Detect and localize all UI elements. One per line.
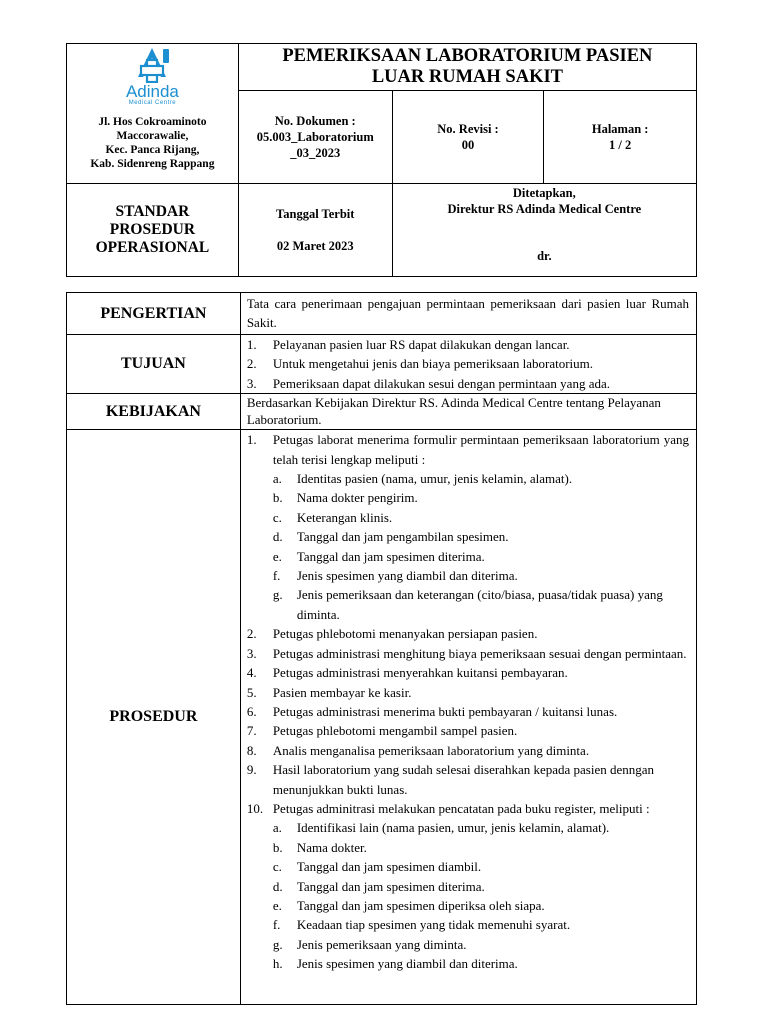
sub-list-item: b. Nama dokter pengirim.: [272, 490, 418, 506]
issue-date-value: 02 Maret 2023: [276, 239, 354, 253]
list-item: 9. Hasil laboratorium yang sudah selesai diserahkan kepada pasien denngan menunjukkan bukti lunas.: [246, 762, 655, 797]
pengertian-text: Tata cara penerimaan pengajuan permintaan pemeriksaan dari pasien luar Rumah Sakit.: [246, 296, 689, 331]
sub-list-item: g. Jenis pemeriksaan yang diminta.: [272, 936, 467, 952]
document-number-label: No. Dokumen :: [274, 114, 356, 128]
document-title: [238, 44, 696, 91]
revision-value: 00: [461, 138, 475, 152]
sop-label-line: OPERASIONAL: [95, 239, 210, 256]
list-item: 2. Petugas phlebotomi menanyakan persiapan pasien.: [246, 626, 538, 642]
sub-list-item-text: Jenis spesimen yang diambil dan diterima.: [296, 568, 518, 584]
sub-list-item: f. Keadaan tiap spesimen yang tidak memenuhi syarat.: [272, 917, 571, 933]
kebijakan-cell: [240, 394, 696, 430]
document-number-cell: [238, 91, 392, 184]
prosedur-row: [67, 430, 697, 1005]
page-label: Halaman :: [591, 122, 649, 136]
address-line: Kab. Sidenreng Rappang: [90, 158, 215, 170]
tujuan-label: TUJUAN: [67, 335, 241, 394]
logo-tagline: Medical Centre: [128, 100, 177, 106]
sub-list-item-text: Tanggal dan jam pengambilan spesimen.: [296, 529, 509, 545]
sop-content-table: [66, 292, 697, 1005]
prosedur-list: [247, 430, 689, 973]
pengertian-label: PENGERTIAN: [67, 293, 241, 335]
sub-list-item: c. Tanggal dan jam spesimen diambil.: [272, 859, 482, 875]
sub-list-item-text: Tanggal dan jam spesimen diterima.: [296, 878, 485, 894]
sub-list-item: a. Identifikasi lain (nama pasien, umur, jenis kelamin, alamat).: [272, 820, 610, 836]
tujuan-list: [247, 335, 689, 393]
hospital-logo: [67, 44, 238, 107]
list-item: 6. Petugas administrasi menerima bukti pembayaran / kuitansi lunas.: [246, 703, 618, 719]
document-title-text: PEMERIKSAAN LABORATORIUM PASIEN LUAR RUMAH SAKIT: [282, 46, 653, 87]
hospital-address: [67, 113, 238, 171]
list-item-text: Analis menganalisa pemeriksaan laboratorium yang diminta.: [272, 742, 590, 758]
approval-by: Direktur RS Adinda Medical Centre: [447, 202, 642, 216]
list-item-text: Untuk mengetahui jenis dan biaya pemeriksaan laboratorium.: [272, 356, 594, 372]
sub-list-item-text: Identifikasi lain (nama pasien, umur, jenis kelamin, alamat).: [296, 820, 610, 836]
sub-list-item-text: Nama dokter.: [296, 839, 367, 855]
document-number-value-line: _03_2023: [290, 146, 341, 160]
list-item-text: Petugas phlebotomi mengambil sampel pasien.: [272, 723, 518, 739]
medical-cross-logo-icon: [129, 47, 175, 83]
list-item-text: Petugas laborat menerima formulir permintaan pemeriksaan laboratorium yang telah terisi lengkap meliputi :: [272, 432, 689, 467]
logo-wordmark: Adinda: [125, 82, 179, 101]
page-value: 1 / 2: [609, 138, 632, 152]
document-number-value-line: 05.003_Laboratorium: [256, 130, 374, 144]
tujuan-cell: [240, 335, 696, 394]
list-item-text: Pemeriksaan dapat dilakukan sesui dengan permintaan yang ada.: [272, 375, 610, 391]
revision-cell: [392, 91, 544, 184]
kebijakan-text: Berdasarkan Kebijakan Direktur RS. Adinda Medical Centre tentang Pelayanan Laboratorium.: [246, 395, 661, 428]
pengertian-cell: [240, 293, 696, 335]
list-item: 3. Pemeriksaan dapat dilakukan sesui dengan permintaan yang ada.: [246, 375, 610, 391]
sop-label-line: STANDAR: [115, 203, 190, 220]
sub-list-item: b. Nama dokter.: [272, 839, 367, 855]
sop-label-cell: [67, 184, 239, 277]
sub-list-item: a. Identitas pasien (nama, umur, jenis kelamin, alamat).: [272, 471, 573, 487]
hospital-identity-cell: [67, 44, 239, 184]
kebijakan-row: [67, 394, 697, 430]
prosedur-cell: [240, 430, 696, 1005]
sub-list-item-text: Tanggal dan jam spesimen diterima.: [296, 548, 485, 564]
sub-list-item-text: Jenis pemeriksaan yang diminta.: [296, 936, 467, 952]
sub-list-item: d. Tanggal dan jam pengambilan spesimen.: [272, 529, 509, 545]
sub-list-item: e. Tanggal dan jam spesimen diperiksa oleh siapa.: [272, 897, 545, 913]
approval-cell: [392, 184, 696, 277]
page-number-cell: [544, 91, 697, 184]
list-item-text: Pasien membayar ke kasir.: [272, 684, 412, 700]
sub-list-item-text: Tanggal dan jam spesimen diambil.: [296, 859, 482, 875]
issue-date-label: Tanggal Terbit: [276, 207, 355, 221]
list-item: 1. Petugas laborat menerima formulir permintaan pemeriksaan laboratorium yang telah terisi lengkap meliputi : a. Identitas pasien (nama, umur, jenis kelamin, alamat). b. Nama dokter pengirim. c. Keterangan klinis. d. Tanggal dan jam pengambilan spesimen. e. Tanggal dan jam spesimen diterima. f. Jenis spesimen yang diambil dan diterima. g. Jenis pemeriksaan dan keterangan (cito/biasa, puasa/tidak puasa) yang diminta.: [247, 430, 689, 624]
sop-label-line: PROSEDUR: [109, 221, 196, 238]
list-item-text: Petugas administrasi menghitung biaya pemeriksaan sesuai dengan permintaan.: [272, 645, 687, 661]
sub-list-item: d. Tanggal dan jam spesimen diterima.: [272, 878, 485, 894]
list-item: 2. Untuk mengetahui jenis dan biaya pemeriksaan laboratorium.: [246, 356, 594, 372]
pengertian-row: [67, 293, 697, 335]
sub-list-item-text: Tanggal dan jam spesimen diperiksa oleh siapa.: [296, 897, 545, 913]
sub-list-item: c. Keterangan klinis.: [272, 509, 393, 525]
sub-list-item-text: Keterangan klinis.: [296, 509, 393, 525]
sub-list-item: h. Jenis spesimen yang diambil dan diterima.: [272, 956, 518, 972]
prosedur-label: PROSEDUR: [67, 430, 241, 1005]
list-item-text: Petugas phlebotomi menanyakan persiapan pasien.: [272, 626, 538, 642]
kebijakan-label: KEBIJAKAN: [67, 394, 241, 430]
address-line: Kec. Panca Rijang,: [105, 144, 200, 156]
sub-list-item-text: Jenis spesimen yang diambil dan diterima.: [296, 956, 518, 972]
list-item: 8. Analis menganalisa pemeriksaan laboratorium yang diminta.: [246, 742, 590, 758]
approval-signer: dr.: [537, 249, 552, 263]
revision-label: No. Revisi :: [437, 122, 499, 136]
sub-list: [273, 469, 689, 624]
sub-list-item: g. Jenis pemeriksaan dan keterangan (cito/biasa, puasa/tidak puasa) yang diminta.: [272, 587, 663, 622]
list-item: 1. Pelayanan pasien luar RS dapat dilakukan dengan lancar.: [246, 337, 570, 352]
list-item-text: Petugas adminitrasi melakukan pencatatan pada buku register, meliputi :: [272, 800, 650, 816]
address-line: Maccorawalie,: [116, 130, 189, 142]
approval-label: Ditetapkan,: [512, 186, 576, 200]
list-item-text: Petugas administrasi menerima bukti pembayaran / kuitansi lunas.: [272, 703, 618, 719]
address-line: Jl. Hos Cokroaminoto: [98, 116, 207, 128]
list-item: 7. Petugas phlebotomi mengambil sampel pasien.: [246, 723, 518, 739]
sub-list-item-text: Jenis pemeriksaan dan keterangan (cito/biasa, puasa/tidak puasa) yang diminta.: [296, 587, 663, 622]
sub-list-item-text: Identitas pasien (nama, umur, jenis kelamin, alamat).: [296, 471, 573, 487]
sub-list-item-text: Keadaan tiap spesimen yang tidak memenuhi syarat.: [296, 917, 571, 933]
document-header-table: [66, 43, 697, 277]
sub-list-item: f. Jenis spesimen yang diambil dan diterima.: [272, 568, 518, 584]
issue-date-cell: [238, 184, 392, 277]
list-item: 10. Petugas adminitrasi melakukan pencatatan pada buku register, meliputi : a. Identifikasi lain (nama pasien, umur, jenis kelamin, alamat). b. Nama dokter. c. Tanggal dan jam spesimen diambil. d. Tanggal dan jam spesimen diterima. e. Tanggal dan jam spesimen diperiksa oleh siapa. f. Keadaan tiap spesimen yang tidak memenuhi syarat. g. Jenis pemeriksaan yang diminta. h. Jenis spesimen yang diambil dan diterima.: [247, 799, 689, 974]
tujuan-row: [67, 335, 697, 394]
list-item: 3. Petugas administrasi menghitung biaya pemeriksaan sesuai dengan permintaan.: [246, 645, 687, 661]
sub-list: [273, 818, 689, 973]
sub-list-item-text: Nama dokter pengirim.: [296, 490, 418, 506]
list-item: 5. Pasien membayar ke kasir.: [246, 684, 412, 700]
list-item: 4. Petugas administrasi menyerahkan kuitansi pembayaran.: [246, 665, 568, 681]
list-item-text: Hasil laboratorium yang sudah selesai diserahkan kepada pasien denngan menunjukkan bukti lunas.: [272, 762, 655, 797]
list-item-text: Pelayanan pasien luar RS dapat dilakukan dengan lancar.: [272, 337, 570, 352]
sub-list-item: e. Tanggal dan jam spesimen diterima.: [272, 548, 485, 564]
list-item-text: Petugas administrasi menyerahkan kuitansi pembayaran.: [272, 665, 568, 681]
